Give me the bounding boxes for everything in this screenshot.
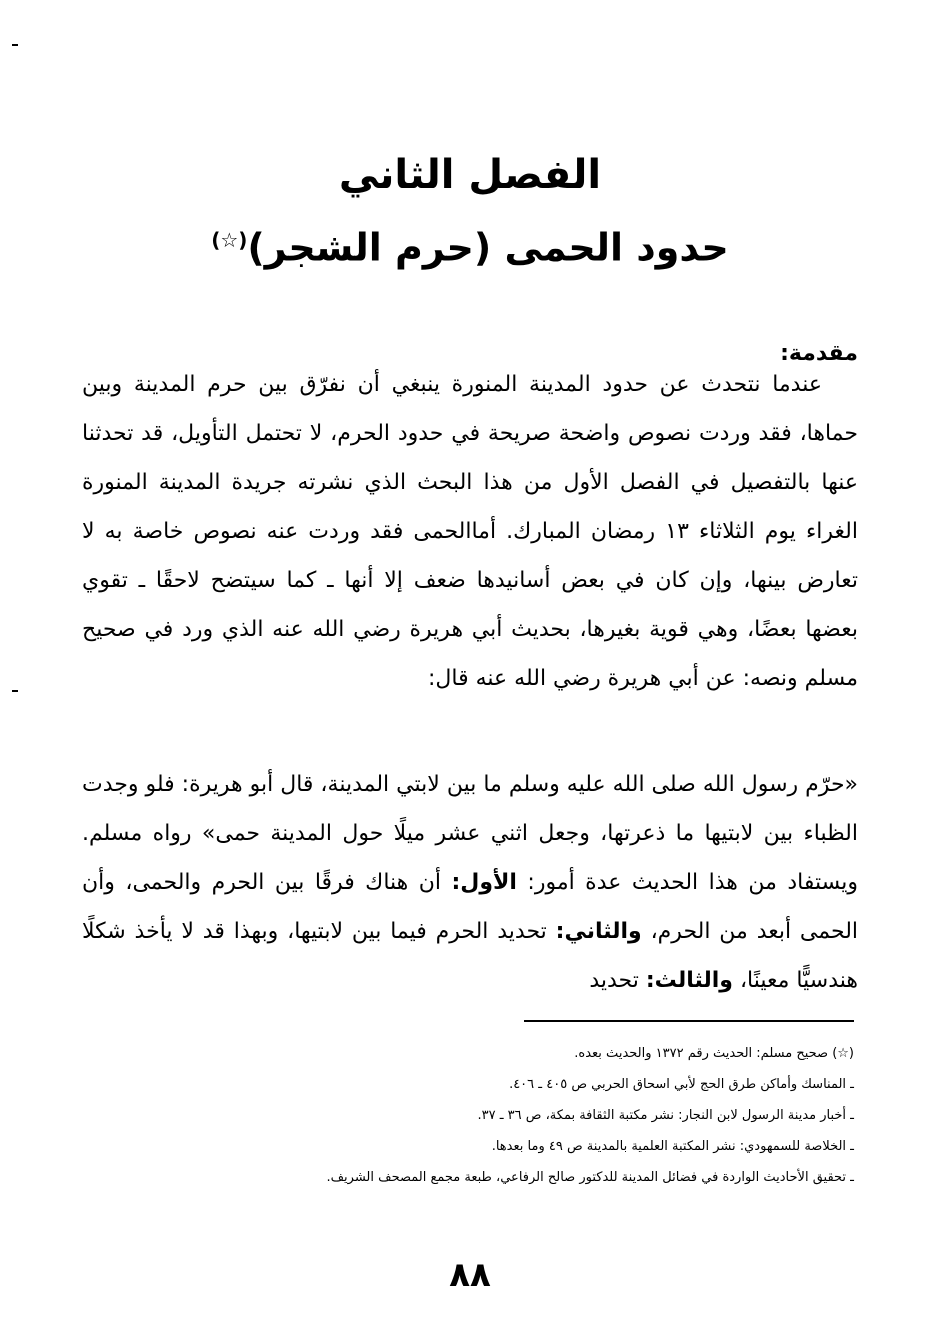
footnote-line: ـ أخبار مدينة الرسول لابن النجار: نشر مكتبة الثقافة بمكة، ص ٣٦ ـ ٣٧.	[477, 1108, 854, 1123]
section-heading: مقدمة:	[780, 341, 858, 366]
point-text-second: تحديد الحرم فيما بين لابتيها، وبهذا قد لا يأخذ شكلًا هندسيًّا معينًا،	[82, 919, 858, 993]
footnote-line: ـ المناسك وأماكن طرق الحج لأبي اسحاق الحربي ص ٤٠٥ ـ ٤٠٦.	[509, 1077, 854, 1092]
footnote-marker: (☆)	[211, 228, 248, 252]
scan-mark	[12, 690, 18, 692]
footnote-line: ـ الخلاصة للسمهودي: نشر المكتبة العلمية بالمدينة ص ٤٩ وما بعدها.	[491, 1139, 854, 1154]
page-number: ٨٨	[449, 1255, 491, 1295]
point-label-first: الأول:	[451, 870, 517, 895]
point-label-second: والثاني:	[555, 919, 642, 944]
point-label-third: والثالث:	[645, 968, 733, 993]
footnotes	[120, 1038, 854, 1193]
hadith-text: «حرّم رسول الله صلى الله عليه وسلم ما بين لابتي المدينة، قال أبو هريرة: فلو وجدت الظباء بين لابتيها ما ذعرتها، وجعل اثني عشر ميلًا حول المدينة حمى» رواه مسلم. ويستفاد من هذا الحديث عدة أمور:	[82, 772, 858, 895]
hadith-paragraph	[82, 760, 858, 1005]
point-text-first: أن هناك فرقًا بين الحرم والحمى، وأن الحمى أبعد من الحرم،	[82, 870, 859, 944]
footnote-divider	[524, 1020, 854, 1022]
point-text-third: تحديد	[589, 968, 639, 993]
footnote-line: ـ تحقيق الأحاديث الواردة في فضائل المدينة للدكتور صالح الرفاعي، طبعة مجمع المصحف الشريف.	[326, 1170, 854, 1185]
chapter-subtitle-text: حدود الحمى (حرم الشجر)	[247, 225, 729, 270]
footnote-line: (☆) صحيح مسلم: الحديث رقم ١٣٧٢ والحديث بعده.	[574, 1046, 854, 1061]
chapter-subtitle	[0, 215, 940, 273]
scan-mark	[12, 44, 18, 46]
intro-paragraph: عندما نتحدث عن حدود المدينة المنورة ينبغي أن نفرّق بين حرم المدينة وبين حماها، فقد وردت نصوص واضحة صريحة في حدود الحرم، لا تحتمل التأويل، قد تحدثنا عنها بالتفصيل في الفصل الأول من هذا البحث الذي نشرته جريدة المدينة المنورة الغراء يوم الثلاثاء ١٣ رمضان المبارك. أماالحمى فقد وردت عنه نصوص خاصة به لا تعارض بينها، وإن كان في بعض أسانيدها ضعف إلا أنها ـ كما سيتضح لاحقًا ـ تقوي بعضها بعضًا، وهي قوية بغيرها، بحديث أبي هريرة رضي الله عنه الذي ورد في صحيح مسلم ونصه: عن أبي هريرة رضي الله عنه قال:	[82, 372, 858, 691]
chapter-title: الفصل الثاني	[338, 152, 602, 198]
